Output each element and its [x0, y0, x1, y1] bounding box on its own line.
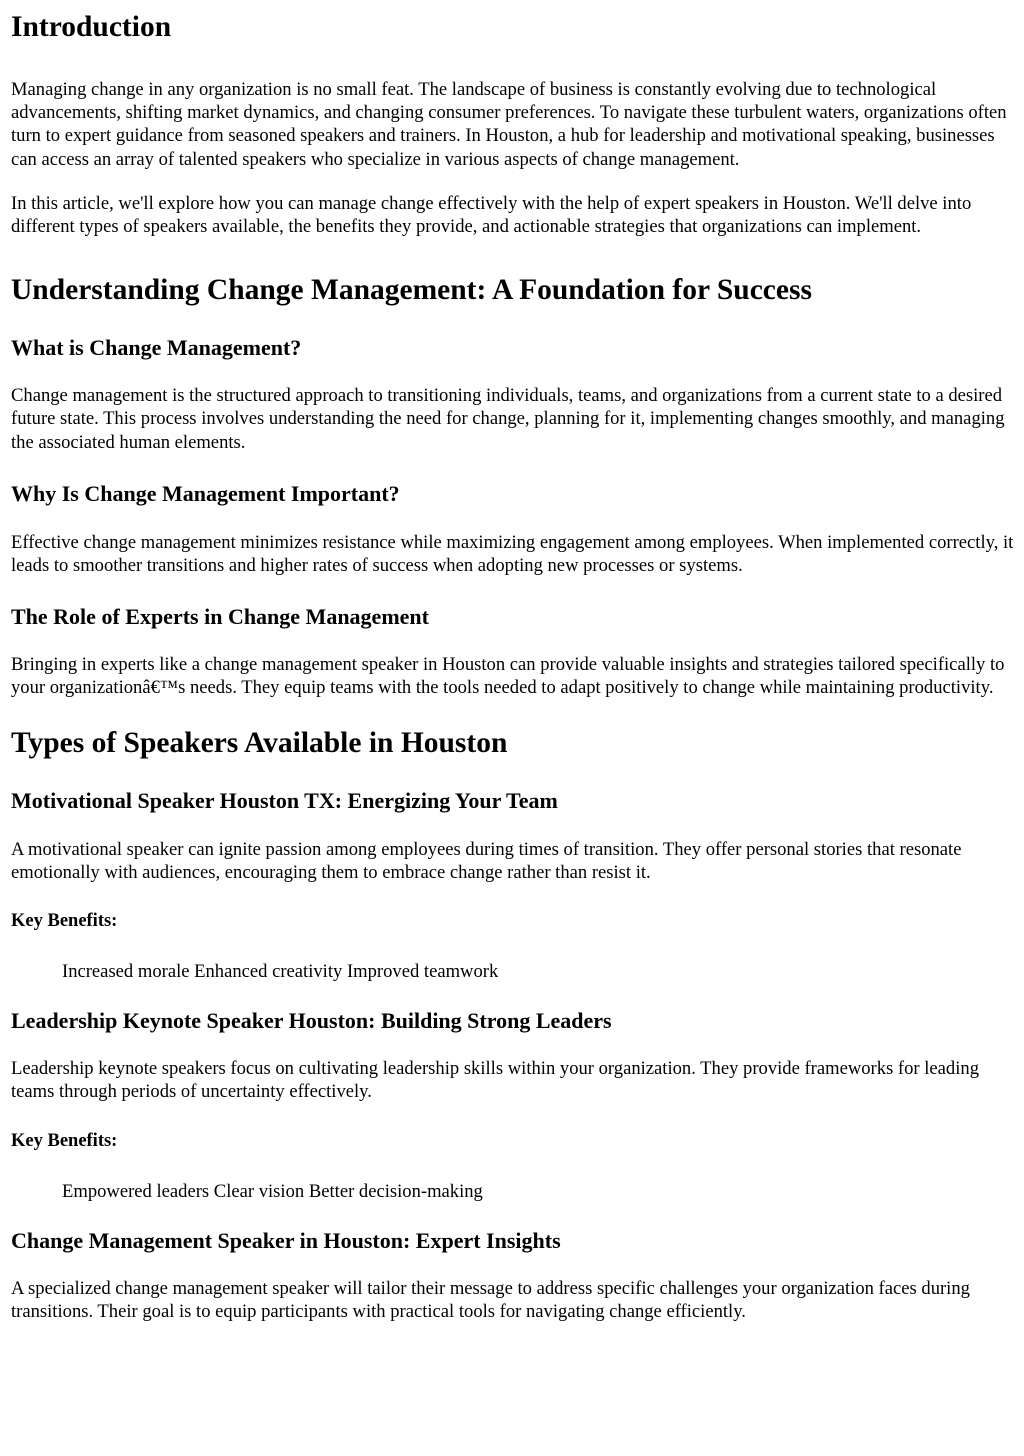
article: [0, 10, 1024, 1323]
motivational-heading: Motivational Speaker Houston TX: Energizing Your Team: [11, 787, 558, 813]
what-is-change-paragraph: Change management is the structured approach to transitioning individuals, teams, and organizations from a current state to a desired future state. This process involves understanding the need for change, planning for it, implementing changes smoothly, and managing the associated human elements.: [11, 385, 1005, 453]
leadership-paragraph: Leadership keynote speakers focus on cultivating leadership skills within your organization. They provide frameworks for leading teams through periods of uncertainty effectively.: [11, 1058, 979, 1103]
leadership-benefits-heading: Key Benefits:: [11, 1130, 118, 1151]
understanding-heading: Understanding Change Management: A Foundation for Success: [11, 274, 812, 307]
intro-paragraph-2: In this article, we'll explore how you can manage change effectively with the help of expert speakers in Houston. We'll delve into different types of speakers available, the benefits they provide, and actionable strategies that organizations can implement.: [11, 192, 972, 238]
list-item: Better decision-making: [308, 1180, 483, 1202]
leadership-heading: Leadership Keynote Speaker Houston: Building Strong Leaders: [11, 1008, 612, 1034]
list-item: Empowered leaders: [62, 1180, 214, 1202]
motivational-paragraph: A motivational speaker can ignite passion among employees during times of transition. They offer personal stories that resonate emotionally with audiences, encouraging them to embrace change rather than resist it.: [11, 838, 962, 883]
what-is-change-heading: What is Change Management?: [11, 335, 302, 361]
motivational-benefits-list: [11, 960, 1015, 983]
list-item: Improved teamwork: [346, 961, 499, 983]
list-item: Enhanced creativity: [194, 961, 347, 983]
leadership-benefits-list: [11, 1180, 1015, 1203]
list-item: Clear vision: [213, 1180, 309, 1202]
change-speaker-heading: Change Management Speaker in Houston: Expert Insights: [11, 1227, 561, 1253]
intro-heading: Introduction: [11, 11, 172, 43]
role-of-experts-paragraph: Bringing in experts like a change management speaker in Houston can provide valuable insights and strategies tailored specifically to your organizationâ€™s needs. They equip teams with the tools needed to adapt positively to change while maintaining productivity.: [11, 654, 1005, 699]
change-speaker-paragraph: A specialized change management speaker will tailor their message to address specific challenges your organization faces during transitions. Their goal is to equip participants with practical tools for navigating change efficiently.: [11, 1277, 970, 1323]
role-of-experts-heading: The Role of Experts in Change Management: [11, 604, 429, 630]
why-important-paragraph: Effective change management minimizes resistance while maximizing engagement among employees. When implemented correctly, it leads to smoother transitions and higher rates of success when adopting new processes or systems.: [11, 531, 1014, 577]
types-heading: Types of Speakers Available in Houston: [11, 726, 508, 759]
why-important-heading: Why Is Change Management Important?: [11, 480, 400, 506]
intro-paragraph-1: Managing change in any organization is no small feat. The landscape of business is constantly evolving due to technological advancements, shifting market dynamics, and changing consumer preferences. To navigate these turbulent waters, organizations often turn to expert guidance from seasoned speakers and trainers. In Houston, a hub for leadership and motivational speaking, businesses can access an array of talented speakers who specialize in various aspects of change management.: [11, 79, 1007, 170]
motivational-benefits-heading: Key Benefits:: [11, 911, 118, 932]
list-item: Increased morale: [62, 961, 195, 983]
